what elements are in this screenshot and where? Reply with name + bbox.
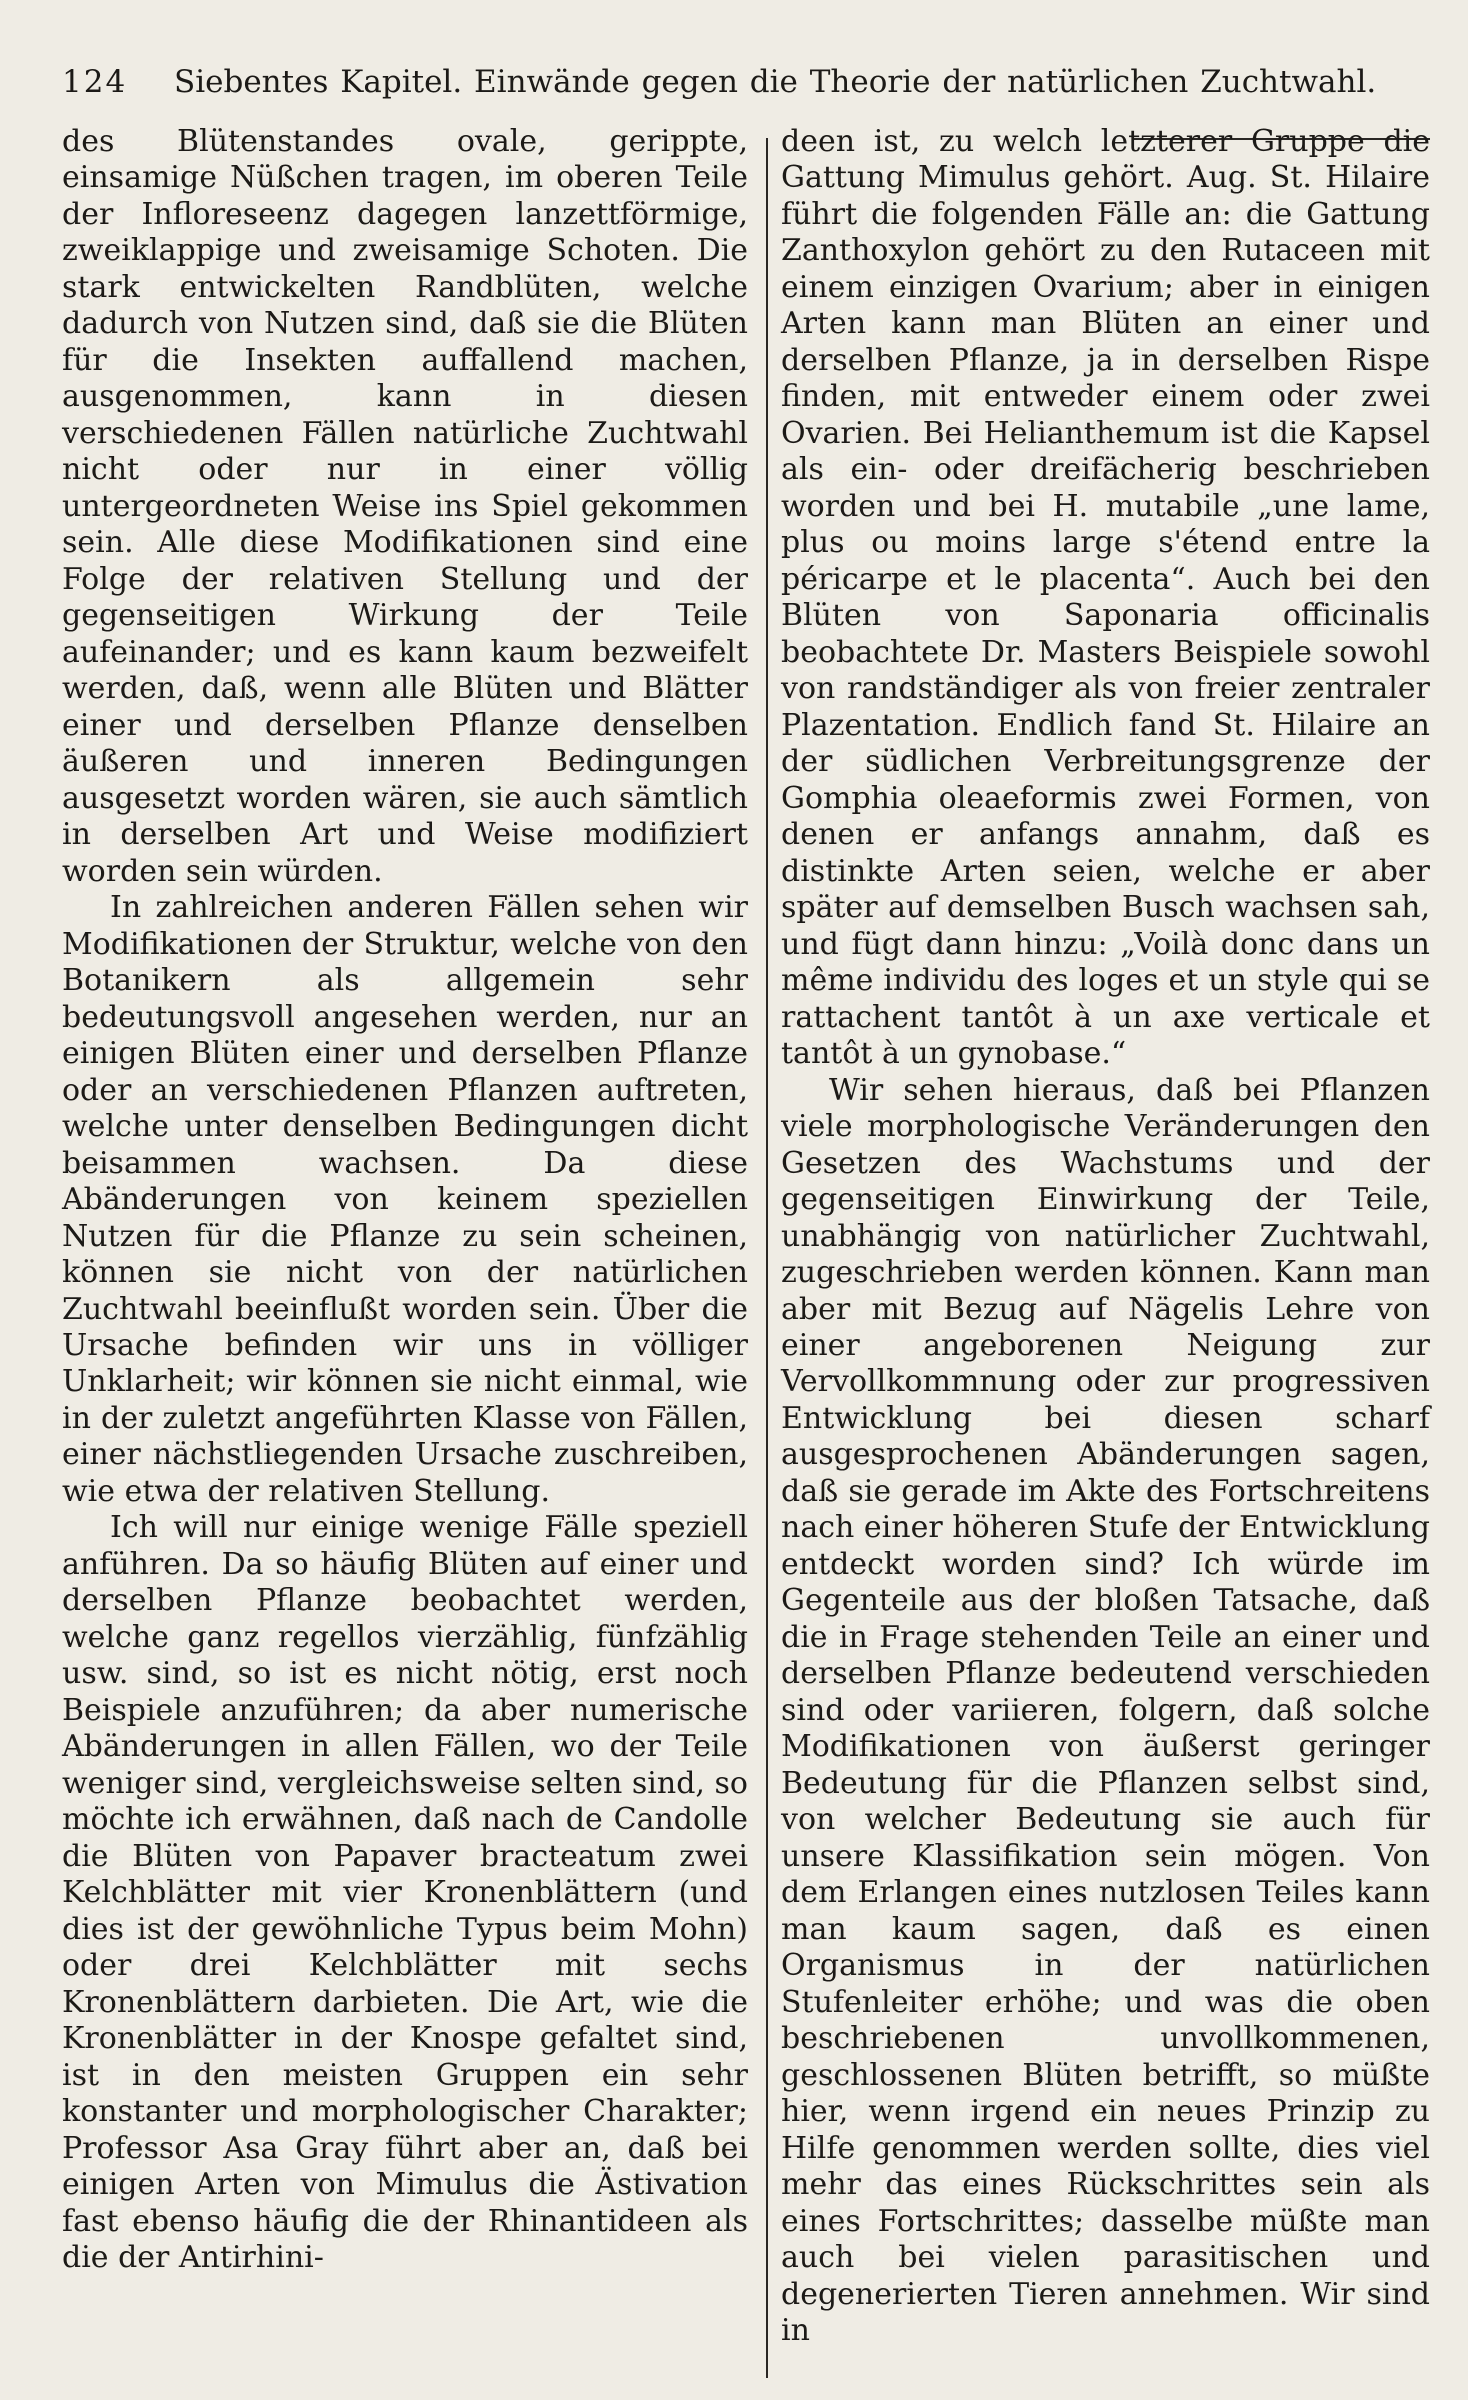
paragraph: Wir sehen hieraus, daß bei Pflanzen viele morphologische Veränderungen den Gesetzen des Wachstums und der gegenseitigen Einwirkung der Teile, unabhängig von natürlicher Zuchtwahl, zugeschrieben werden können. Kann man aber mit Bezug auf Nägelis Lehre von einer angeborenen Neigung zur Vervollkommnung oder zur progressiven Entwicklung bei diesen scharf ausgesprochenen Abänderungen sagen, daß sie gerade im Akte des Fortschreitens nach einer höheren Stufe der Entwicklung entdeckt worden sind? Ich würde im Gegenteile aus der bloßen Tatsache, daß die in Frage stehenden Teile an einer und derselben Pflanze bedeutend verschieden sind oder variieren, folgern, daß solche Modifikationen von äußerst geringer Bedeutung für die Pflanzen selbst sind, von welcher Bedeutung sie auch für unsere Klassifikation sein mögen. Von dem Erlangen eines nutzlosen Teiles kann man kaum sagen, daß es einen Organismus in der natürlichen Stufenleiter erhöhe; und was die oben beschriebenen unvollkommenen, geschlossenen Blüten betrifft, so müßte hier, wenn irgend ein neues Prinzip zu Hilfe genommen werden sollte, dies viel mehr das eines Rückschrittes sein als eines Fortschrittes; dasselbe müßte man auch bei vielen parasitischen und degenerierten Tieren annehmen. Wir sind in	[781, 1072, 1430, 2349]
running-header	[62, 52, 1382, 112]
paragraph: Ich will nur einige wenige Fälle speziell anführen. Da so häufig Blüten auf einer und derselben Pflanze beobachtet werden, welche ganz regellos vierzählig, fünfzählig usw. sind, so ist es nicht nötig, erst noch Beispiele anzuführen; da aber numerische Abänderungen in allen Fällen, wo der Teile weniger sind, vergleichsweise selten sind, so möchte ich erwähnen, daß nach de Candolle die Blüten von Papaver bracteatum zwei Kelchblätter mit vier Kronenblättern (und dies ist der gewöhnliche Typus beim Mohn) oder drei Kelchblätter mit sechs Kronenblättern darbieten. Die Art, wie die Kronenblätter in der Knospe gefaltet sind, ist in den meisten Gruppen ein sehr konstanter und morphologischer Charakter; Professor Asa Gray führt aber an, daß bei einigen Arten von Mimulus die Ästivation fast ebenso häufig die der Rhinantideen als die der Antirhini-	[62, 1510, 748, 2276]
paragraph: In zahlreichen anderen Fällen sehen wir Modifikationen der Struktur, welche von den Botanikern als allgemein sehr bedeutungsvoll angesehen werden, nur an einigen Blüten einer und derselben Pflanze oder an verschiedenen Pflanzen auftreten, welche unter denselben Bedingungen dicht beisammen wachsen. Da diese Abänderungen von keinem speziellen Nutzen für die Pflanze zu sein scheinen, können sie nicht von der natürlichen Zuchtwahl beeinflußt worden sein. Über die Ursache befinden wir uns in völliger Unklarheit; wir können sie nicht einmal, wie in der zuletzt angeführten Klasse von Fällen, einer nächstliegenden Ursache zuschreiben, wie etwa der relativen Stellung.	[62, 890, 748, 1509]
paragraph: deen ist, zu welch letzterer Gruppe die Gattung Mimulus gehört. Aug. St. Hilaire führt die folgenden Fälle an: die Gattung Zanthoxylon gehört zu den Rutaceen mit einem einzigen Ovarium; aber in einigen Arten kann man Blüten an einer und derselben Pflanze, ja in derselben Rispe finden, mit entweder einem oder zwei Ovarien. Bei Helianthemum ist die Kapsel als ein- oder dreifächerig beschrieben worden und bei H. mutabile „une lame, plus ou moins large s'étend entre la péricarpe et le placenta“. Auch bei den Blüten von Saponaria officinalis beobachtete Dr. Masters Beispiele sowohl von randständiger als von freier zentraler Plazentation. Endlich fand St. Hilaire an der südlichen Verbreitungsgrenze der Gomphia oleaeformis zwei Formen, von denen er anfangs annahm, daß es distinkte Arten seien, welche er aber später auf demselben Busch wachsen sah, und fügt dann hinzu: „Voilà donc dans un même individu des loges et un style qui se rattachent tantôt à un axe verticale et tantôt à un gynobase.“	[781, 124, 1430, 1072]
page-number: 124	[62, 64, 128, 100]
paragraph: des Blütenstandes ovale, gerippte, einsamige Nüßchen tragen, im oberen Teile der Infloreseenz dagegen lanzettförmige, zweiklappige und zweisamige Schoten. Die stark entwickelten Randblüten, welche dadurch von Nutzen sind, daß sie die Blüten für die Insekten auffallend machen, ausgenommen, kann in diesen verschiedenen Fällen natürliche Zuchtwahl nicht oder nur in einer völlig untergeordneten Weise ins Spiel gekommen sein. Alle diese Modifikationen sind eine Folge der relativen Stellung und der gegenseitigen Wirkung der Teile aufeinander; und es kann kaum bezweifelt werden, daß, wenn alle Blüten und Blätter einer und derselben Pflanze denselben äußeren und inneren Bedingungen ausgesetzt worden wären, sie auch sämtlich in derselben Art und Weise modifiziert worden sein würden.	[62, 124, 748, 889]
running-title: Siebentes Kapitel. Einwände gegen die Theorie der natürlichen Zuchtwahl.	[174, 64, 1377, 100]
column-divider	[766, 138, 768, 2378]
left-column	[62, 124, 748, 2277]
right-column	[781, 124, 1430, 2350]
